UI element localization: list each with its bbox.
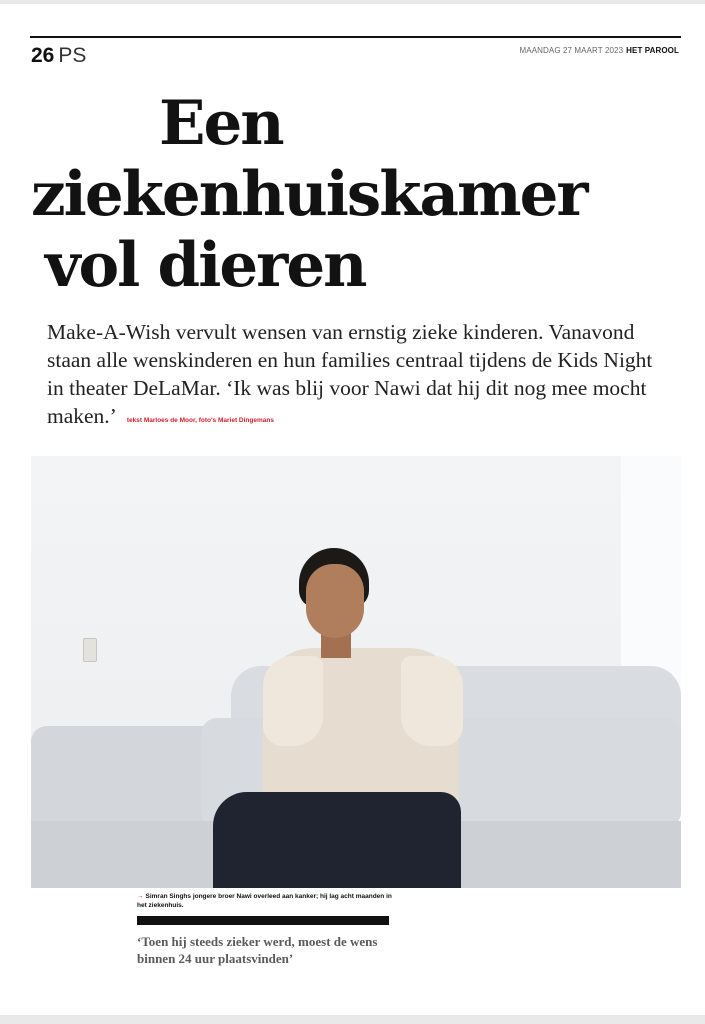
newspaper-page [0,4,705,1015]
caption-text: Simran Singhs jongere broer Nawi overleed aan kanker; hij lag acht maanden in het ziekenhuis. [137,893,392,909]
page-number [31,44,86,68]
pull-quote: ‘Toen hij steeds zieker werd, moest de wens binnen 24 uur plaatsvinden’ [137,934,378,966]
article-headline [31,88,651,301]
wall-socket [83,638,97,662]
caption-arrow-icon: → [137,893,144,900]
sweater-ruffle-right [401,656,463,746]
headline-line-1: Een [159,88,283,159]
page-number-value: 26 [31,44,55,67]
headline-line-2: ziekenhuiskamer [31,159,587,230]
sweater-ruffle-left [263,656,323,746]
section-name: PS [58,44,87,67]
header-rule [30,36,681,38]
person-jeans [213,792,461,888]
article-photo [31,456,681,888]
byline-credit: tekst Marloes de Moor, foto's Mariet Dingemans [126,417,274,424]
intro-text: Make-A-Wish vervult wensen van ernstig zieke kinderen. Vanavond staan alle wenskinderen en hun families centraal tijdens de Kids Night in theater DeLaMar. ‘Ik was blij voor Nawi dat hij dit nog mee mocht maken.’ [47,320,653,428]
article-intro [47,318,667,435]
issue-date: MAANDAG 27 MAART 2023 [519,46,624,55]
photo-caption [137,892,397,910]
dateline [520,46,679,55]
person-face [306,564,364,638]
quote-divider [137,916,389,925]
headline-line-3: vol dieren [45,230,366,301]
newspaper-name: HET PAROOL [626,46,679,55]
